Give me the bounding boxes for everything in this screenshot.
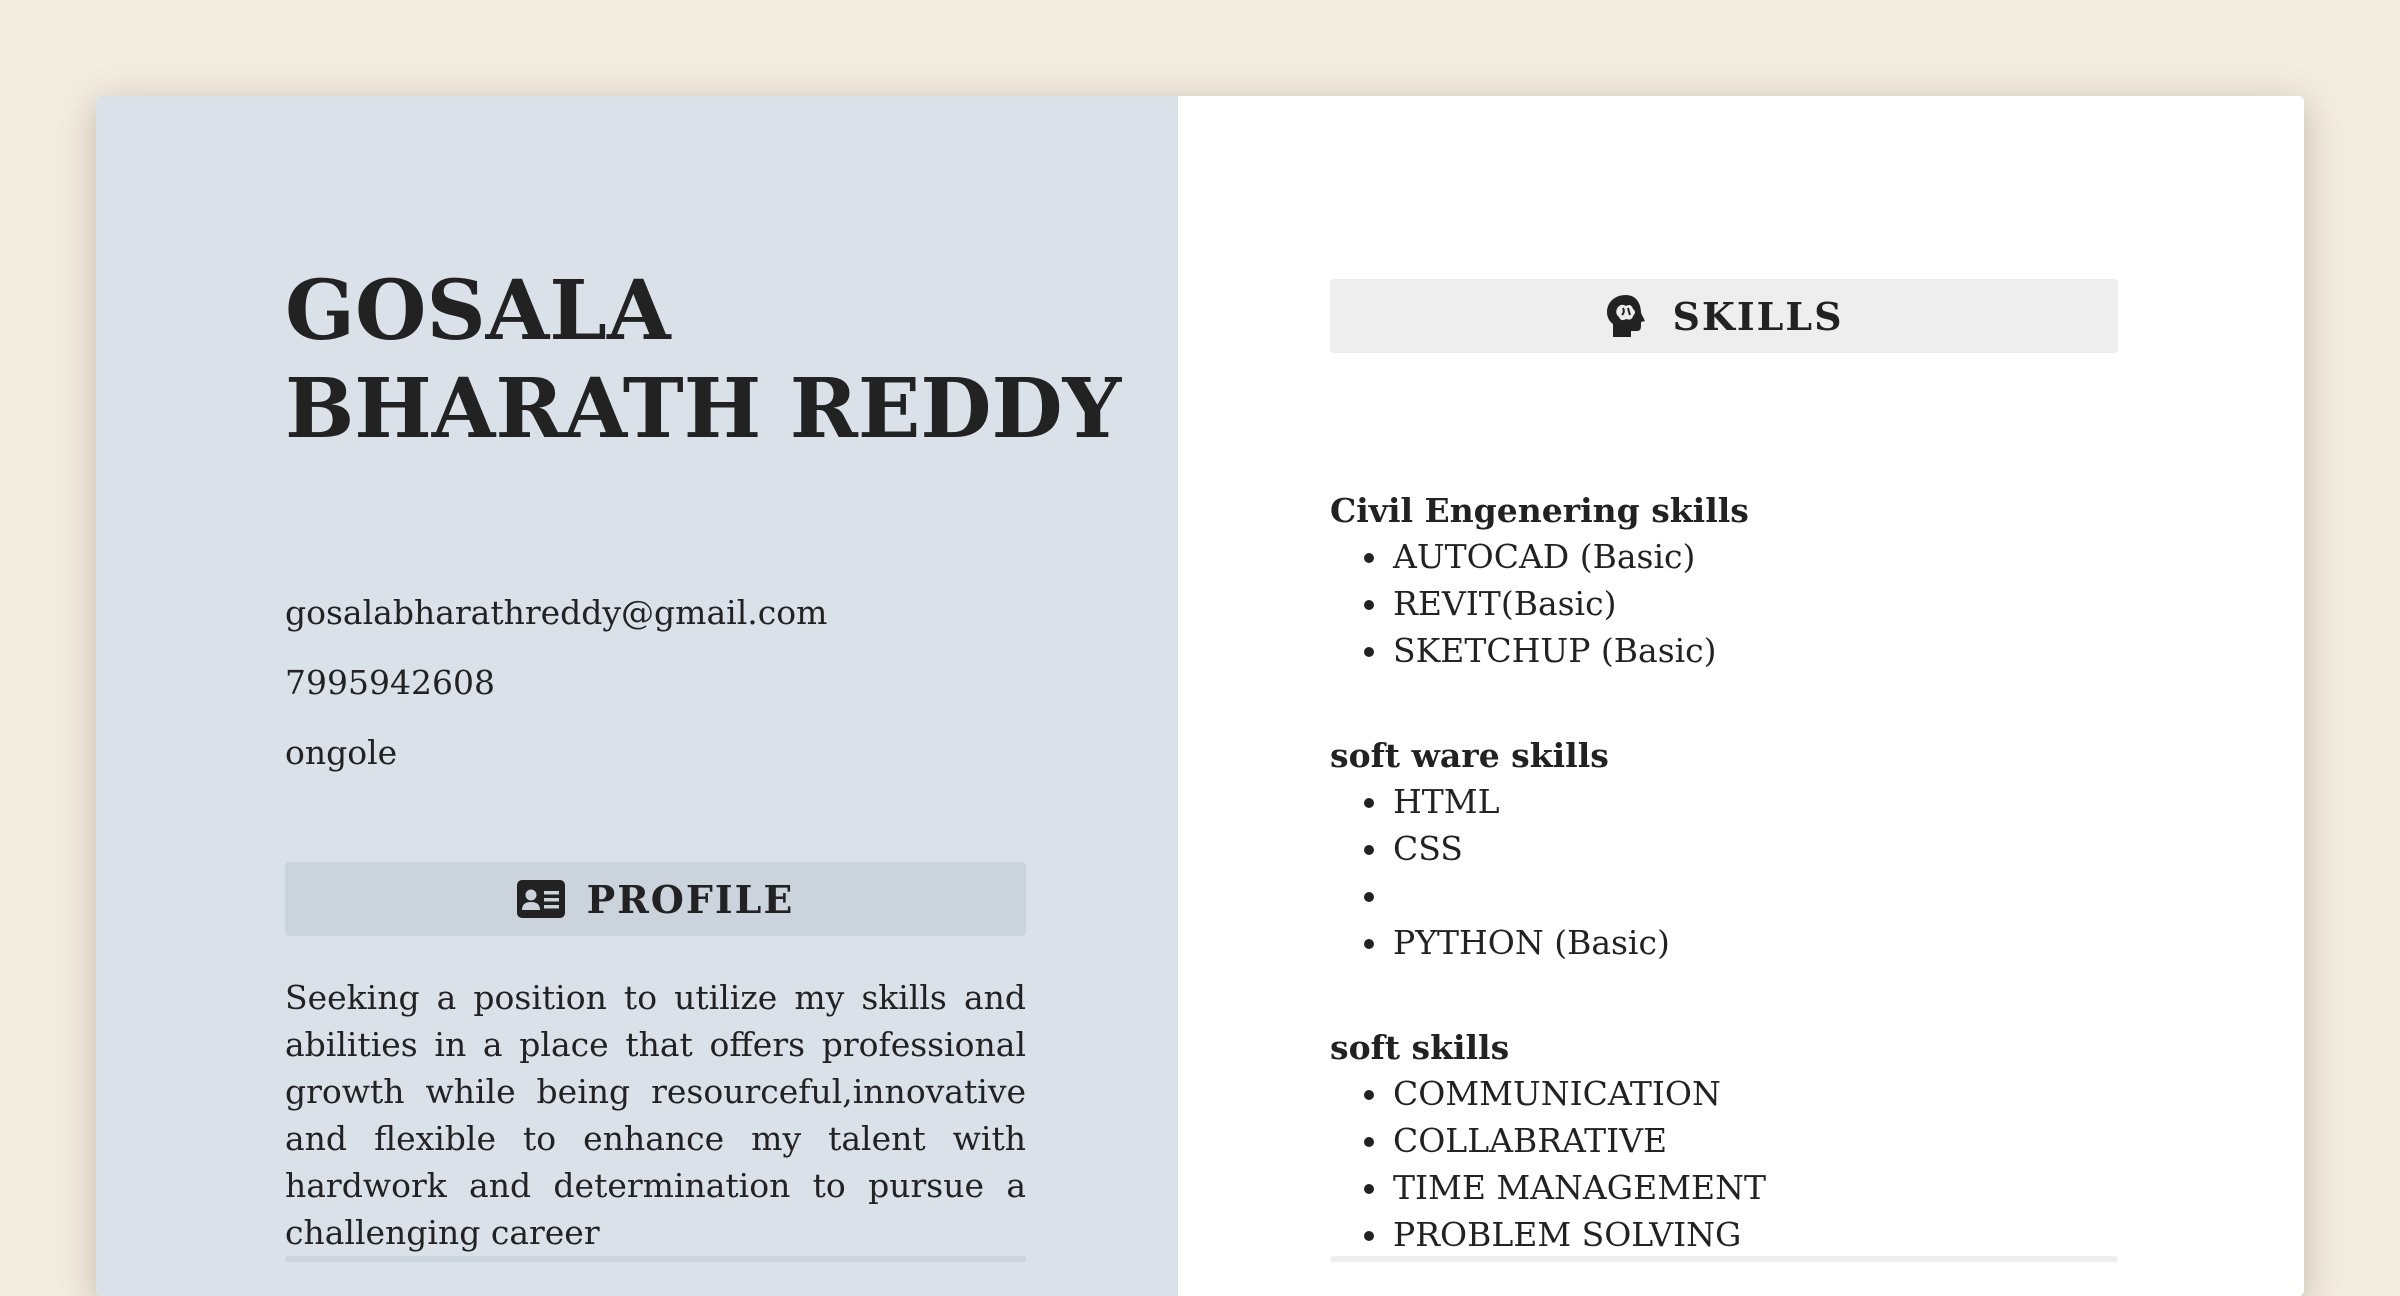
skill-group-civil	[1330, 489, 2118, 674]
skill-group-soft	[1330, 1026, 2118, 1258]
profile-summary: Seeking a position to utilize my skills and abilities in a place that offers professional growth while being resourceful,innovative and flexible to enhance my talent with hardwork and determination to pursue a challenging career	[285, 978, 1026, 1252]
phone-text[interactable]: 7995942608	[285, 663, 495, 702]
skills-heading: SKILLS	[1672, 293, 1844, 339]
skill-group-title: soft ware skills	[1330, 736, 1609, 775]
right-column	[1178, 96, 2304, 1296]
skill-item: PYTHON (Basic)	[1393, 919, 2118, 966]
city-text: ongole	[285, 733, 398, 772]
candidate-name	[285, 262, 1122, 458]
skill-item: PROBLEM SOLVING	[1393, 1211, 2118, 1258]
profile-section-header	[285, 862, 1026, 936]
skill-item: SKETCHUP (Basic)	[1393, 627, 2118, 674]
skill-item: AUTOCAD (Basic)	[1393, 533, 2118, 580]
profile-heading: PROFILE	[586, 876, 795, 922]
section-divider	[285, 1256, 1026, 1262]
skill-item: COMMUNICATION	[1393, 1070, 2118, 1117]
skill-list	[1330, 778, 2118, 966]
skill-item: HTML	[1393, 778, 2118, 825]
id-card-icon	[517, 880, 565, 918]
skill-group-title: soft skills	[1330, 1028, 1510, 1067]
name-line-2: BHARATH REDDY	[285, 361, 1122, 457]
skill-group-title: Civil Engenering skills	[1330, 491, 1749, 530]
skill-item: REVIT(Basic)	[1393, 580, 2118, 627]
skill-item: COLLABRATIVE	[1393, 1117, 2118, 1164]
resume-page	[96, 96, 2304, 1296]
skill-item: TIME MANAGEMENT	[1393, 1164, 2118, 1211]
name-line-1: GOSALA	[285, 263, 671, 359]
skills-section-header	[1330, 279, 2118, 353]
skill-list	[1330, 533, 2118, 674]
skill-group-software	[1330, 734, 2118, 966]
skill-item	[1393, 872, 2118, 919]
section-divider	[1330, 1256, 2118, 1262]
brain-head-icon	[1604, 293, 1650, 339]
skill-list	[1330, 1070, 2118, 1258]
skill-item: CSS	[1393, 825, 2118, 872]
email-text[interactable]: gosalabharathreddy@gmail.com	[285, 593, 828, 632]
left-column	[96, 96, 1178, 1296]
